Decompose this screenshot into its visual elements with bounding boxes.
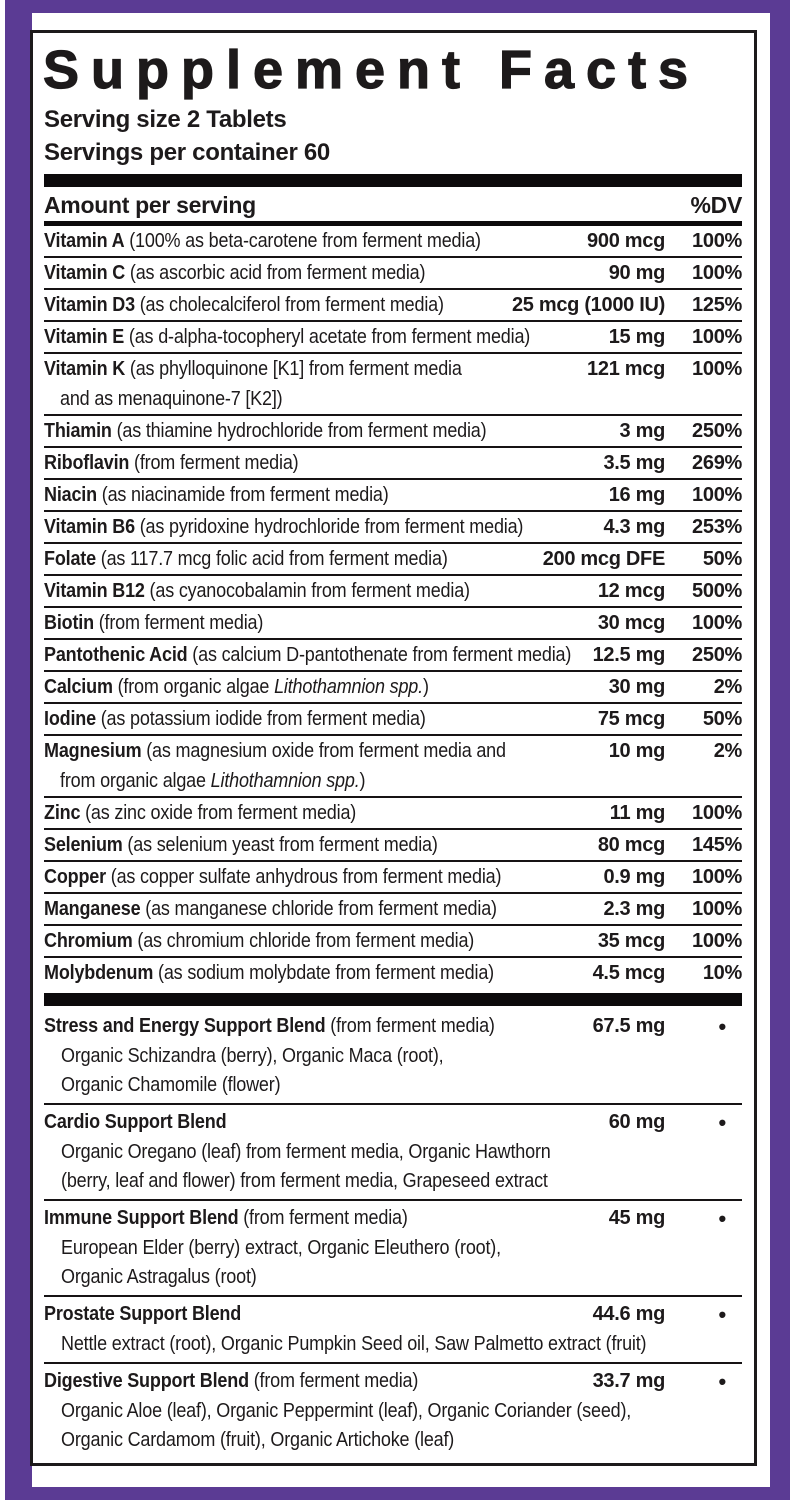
- nutrient-description: (as magnesium oxide from ferment media and: [146, 740, 506, 762]
- nutrient-name: Vitamin A: [44, 230, 125, 252]
- nutrient-row: [44, 830, 742, 862]
- nutrient-daily-value: 145%: [692, 834, 742, 856]
- blend-name: Prostate Support Blend: [44, 1303, 242, 1325]
- nutrient-name: Iodine: [44, 708, 96, 730]
- nutrient-name: Calcium: [44, 676, 113, 698]
- blend-description: (from ferment media): [243, 1207, 408, 1229]
- nutrient-description: (from ferment media): [134, 452, 299, 474]
- nutrient-amount: 30 mg: [608, 676, 665, 698]
- nutrient-daily-value: 10%: [702, 962, 742, 984]
- nutrient-daily-value: 100%: [692, 612, 742, 634]
- blend-ingredient-line: Organic Astragalus (root): [61, 1266, 257, 1288]
- nutrient-name: Vitamin D3: [44, 294, 135, 316]
- nutrients-table: [44, 226, 742, 988]
- blend-row: [44, 1201, 742, 1297]
- nutrient-row: [44, 354, 742, 416]
- nutrient-name: Vitamin K: [44, 358, 126, 380]
- nutrient-row: [44, 894, 742, 926]
- nutrient-amount: 75 mcg: [597, 708, 665, 730]
- nutrient-description: (100% as beta-carotene from ferment media): [129, 230, 481, 252]
- nutrient-description: (as manganese chloride from ferment media): [145, 898, 497, 920]
- nutrient-description: (as chromium chloride from ferment media): [137, 930, 475, 952]
- nutrient-amount: 121 mcg: [587, 358, 665, 380]
- nutrient-daily-value: 2%: [713, 740, 742, 762]
- nutrient-description: (as pyridoxine hydrochloride from ferment media): [139, 516, 524, 538]
- blend-amount: 60 mg: [608, 1111, 665, 1133]
- nutrient-daily-value: 50%: [702, 548, 742, 570]
- nutrient-amount: 3 mg: [619, 420, 665, 442]
- nutrient-daily-value: 250%: [692, 420, 742, 442]
- nutrient-name: Vitamin B6: [44, 516, 135, 538]
- nutrient-name: Vitamin E: [44, 326, 125, 348]
- blend-amount: 33.7 mg: [592, 1370, 665, 1392]
- nutrient-description: (as zinc oxide from ferment media): [85, 802, 357, 824]
- blend-ingredients: [44, 1330, 742, 1359]
- blend-ingredient-line: Organic Cardamom (fruit), Organic Artichoke (leaf): [61, 1429, 455, 1451]
- nutrient-row: [44, 958, 742, 988]
- nutrient-name: Manganese: [44, 898, 141, 920]
- dv-not-established-bullet: •: [718, 1014, 726, 1039]
- nutrient-continuation-line: and as menaquinone-7 [K2]): [60, 388, 283, 410]
- nutrient-description: (as thiamine hydrochloride from ferment media): [116, 420, 487, 442]
- nutrient-description: (as copper sulfate anhydrous from ferment media): [110, 866, 502, 888]
- nutrient-row: [44, 926, 742, 958]
- nutrient-amount: 4.3 mg: [603, 516, 665, 538]
- nutrient-description: (as d-alpha-tocopheryl acetate from ferment media): [128, 326, 531, 348]
- blend-ingredient-line: (berry, leaf and flower) from ferment media, Grapeseed extract: [61, 1170, 548, 1192]
- nutrient-continuation: [44, 384, 742, 414]
- nutrient-daily-value: 253%: [692, 516, 742, 538]
- nutrient-amount: 0.9 mg: [603, 866, 665, 888]
- dv-not-established-bullet: •: [718, 1302, 726, 1327]
- nutrient-amount: 90 mg: [608, 262, 665, 284]
- nutrient-description: (as cholecalciferol from ferment media): [139, 294, 444, 316]
- nutrient-name: Zinc: [44, 802, 81, 824]
- nutrient-daily-value: 125%: [692, 294, 742, 316]
- nutrient-daily-value: 269%: [692, 452, 742, 474]
- nutrient-description: (as niacinamide from ferment media): [101, 484, 389, 506]
- nutrient-daily-value: 100%: [692, 898, 742, 920]
- nutrient-daily-value: 500%: [692, 580, 742, 602]
- nutrient-daily-value: 100%: [692, 230, 742, 252]
- nutrient-row: [44, 480, 742, 512]
- nutrient-row: [44, 544, 742, 576]
- nutrient-name: Biotin: [44, 612, 94, 634]
- nutrient-name: Vitamin B12: [44, 580, 145, 602]
- nutrient-amount: 11 mg: [609, 802, 665, 824]
- nutrient-amount: 12.5 mg: [592, 644, 665, 666]
- nutrient-daily-value: 250%: [692, 644, 742, 666]
- blend-amount: 67.5 mg: [592, 1015, 665, 1037]
- nutrient-row: [44, 798, 742, 830]
- nutrient-amount: 80 mcg: [597, 834, 665, 856]
- blend-name: Stress and Energy Support Blend: [44, 1015, 326, 1037]
- nutrient-description: (as sodium molybdate from ferment media): [158, 962, 494, 984]
- blend-ingredients: [44, 1397, 742, 1455]
- blend-name: Digestive Support Blend: [44, 1370, 249, 1392]
- blend-ingredient-line: Nettle extract (root), Organic Pumpkin Seed oil, Saw Palmetto extract (fruit): [61, 1333, 647, 1355]
- blend-ingredient-line: Organic Aloe (leaf), Organic Peppermint (leaf), Organic Coriander (seed),: [61, 1400, 632, 1422]
- blend-name: Immune Support Blend: [44, 1207, 239, 1229]
- nutrient-row: [44, 640, 742, 672]
- nutrient-row: [44, 608, 742, 640]
- nutrient-daily-value: 100%: [692, 358, 742, 380]
- nutrient-description: (as cyanocobalamin from ferment media): [149, 580, 470, 602]
- nutrient-amount: 200 mcg DFE: [542, 548, 665, 570]
- nutrient-row: [44, 736, 742, 798]
- nutrient-row: [44, 512, 742, 544]
- nutrient-daily-value: 2%: [713, 676, 742, 698]
- nutrient-row: [44, 290, 742, 322]
- divider-thick-top: [44, 174, 742, 187]
- nutrient-name: Niacin: [44, 484, 97, 506]
- panel-title: Supplement Facts: [43, 40, 701, 100]
- blend-amount: 45 mg: [608, 1207, 665, 1229]
- blend-name: Cardio Support Blend: [44, 1111, 227, 1133]
- nutrient-description: (as calcium D-pantothenate from ferment media): [192, 644, 572, 666]
- blend-row: [44, 1364, 742, 1458]
- nutrient-row: [44, 672, 742, 704]
- nutrient-row: [44, 704, 742, 736]
- nutrient-continuation: [44, 766, 742, 796]
- nutrient-description: (as potassium iodide from ferment media): [100, 708, 426, 730]
- nutrient-description: (as phylloquinone [K1] from ferment media: [129, 358, 462, 380]
- nutrient-name: Pantothenic Acid: [44, 644, 188, 666]
- nutrient-name: Magnesium: [44, 740, 142, 762]
- nutrient-daily-value: 100%: [692, 326, 742, 348]
- nutrient-amount: 3.5 mg: [603, 452, 665, 474]
- nutrient-name: Vitamin C: [44, 262, 126, 284]
- nutrient-description: (from ferment media): [98, 612, 264, 634]
- blend-ingredients: [44, 1042, 742, 1100]
- blend-row: [44, 1297, 742, 1364]
- nutrient-row: [44, 448, 742, 480]
- nutrient-daily-value: 100%: [692, 930, 742, 952]
- nutrient-description: (as selenium yeast from ferment media): [127, 834, 438, 856]
- nutrient-daily-value: 100%: [692, 802, 742, 824]
- blend-ingredients: [44, 1234, 742, 1292]
- divider-thick-blends: [44, 993, 742, 1006]
- nutrient-description: (as 117.7 mcg folic acid from ferment media): [100, 548, 448, 570]
- blend-description: (from ferment media): [253, 1370, 419, 1392]
- nutrient-amount: 900 mcg: [587, 230, 665, 252]
- nutrient-row: [44, 226, 742, 258]
- serving-size: Serving size 2 Tablets: [44, 106, 287, 133]
- nutrient-amount: 30 mcg: [597, 612, 665, 634]
- nutrient-daily-value: 50%: [702, 708, 742, 730]
- blend-row: [44, 1009, 742, 1105]
- nutrient-name: Folate: [44, 548, 96, 570]
- servings-per-container: Servings per container 60: [44, 139, 330, 166]
- blend-ingredient-line: Organic Oregano (leaf) from ferment media, Organic Hawthorn: [61, 1141, 551, 1163]
- blend-row: [44, 1105, 742, 1201]
- nutrient-name: Copper: [44, 866, 106, 888]
- nutrient-name: Riboflavin: [44, 452, 130, 474]
- nutrient-amount: 10 mg: [608, 740, 665, 762]
- blend-ingredient-line: European Elder (berry) extract, Organic Eleuthero (root),: [61, 1237, 501, 1259]
- nutrient-continuation-line: from organic algae Lithothamnion spp.): [60, 770, 366, 792]
- dv-not-established-bullet: •: [718, 1206, 726, 1231]
- blend-ingredients: [44, 1138, 742, 1196]
- nutrient-name: Molybdenum: [44, 962, 154, 984]
- nutrient-daily-value: 100%: [692, 262, 742, 284]
- nutrient-amount: 25 mcg (1000 IU): [511, 294, 665, 316]
- percent-dv-label: %DV: [690, 192, 742, 218]
- nutrient-amount: 2.3 mg: [603, 898, 665, 920]
- blend-ingredient-line: Organic Chamomile (flower): [61, 1074, 281, 1096]
- column-header-row: [44, 190, 742, 220]
- nutrient-description: (from organic algae Lithothamnion spp.): [117, 676, 429, 698]
- amount-per-serving-label: Amount per serving: [44, 192, 256, 218]
- nutrient-name: Selenium: [44, 834, 123, 856]
- nutrient-row: [44, 862, 742, 894]
- nutrient-amount: 35 mcg: [597, 930, 665, 952]
- dv-not-established-bullet: •: [718, 1369, 726, 1394]
- nutrient-daily-value: 100%: [692, 866, 742, 888]
- nutrient-name: Thiamin: [44, 420, 112, 442]
- nutrient-amount: 16 mg: [608, 484, 665, 506]
- nutrient-row: [44, 416, 742, 448]
- nutrient-amount: 12 mcg: [597, 580, 665, 602]
- nutrient-name: Chromium: [44, 930, 133, 952]
- nutrient-daily-value: 100%: [692, 484, 742, 506]
- nutrient-row: [44, 576, 742, 608]
- nutrient-row: [44, 322, 742, 354]
- nutrient-row: [44, 258, 742, 290]
- nutrient-description: (as ascorbic acid from ferment media): [129, 262, 426, 284]
- blend-description: (from ferment media): [330, 1015, 495, 1037]
- blend-amount: 44.6 mg: [592, 1303, 665, 1325]
- dv-not-established-bullet: •: [718, 1110, 726, 1135]
- nutrient-amount: 15 mg: [608, 326, 665, 348]
- blend-ingredient-line: Organic Schizandra (berry), Organic Maca (root),: [61, 1045, 444, 1067]
- blends-table: [44, 1009, 742, 1458]
- nutrient-amount: 4.5 mcg: [592, 962, 665, 984]
- supplement-facts-panel: [30, 30, 757, 1466]
